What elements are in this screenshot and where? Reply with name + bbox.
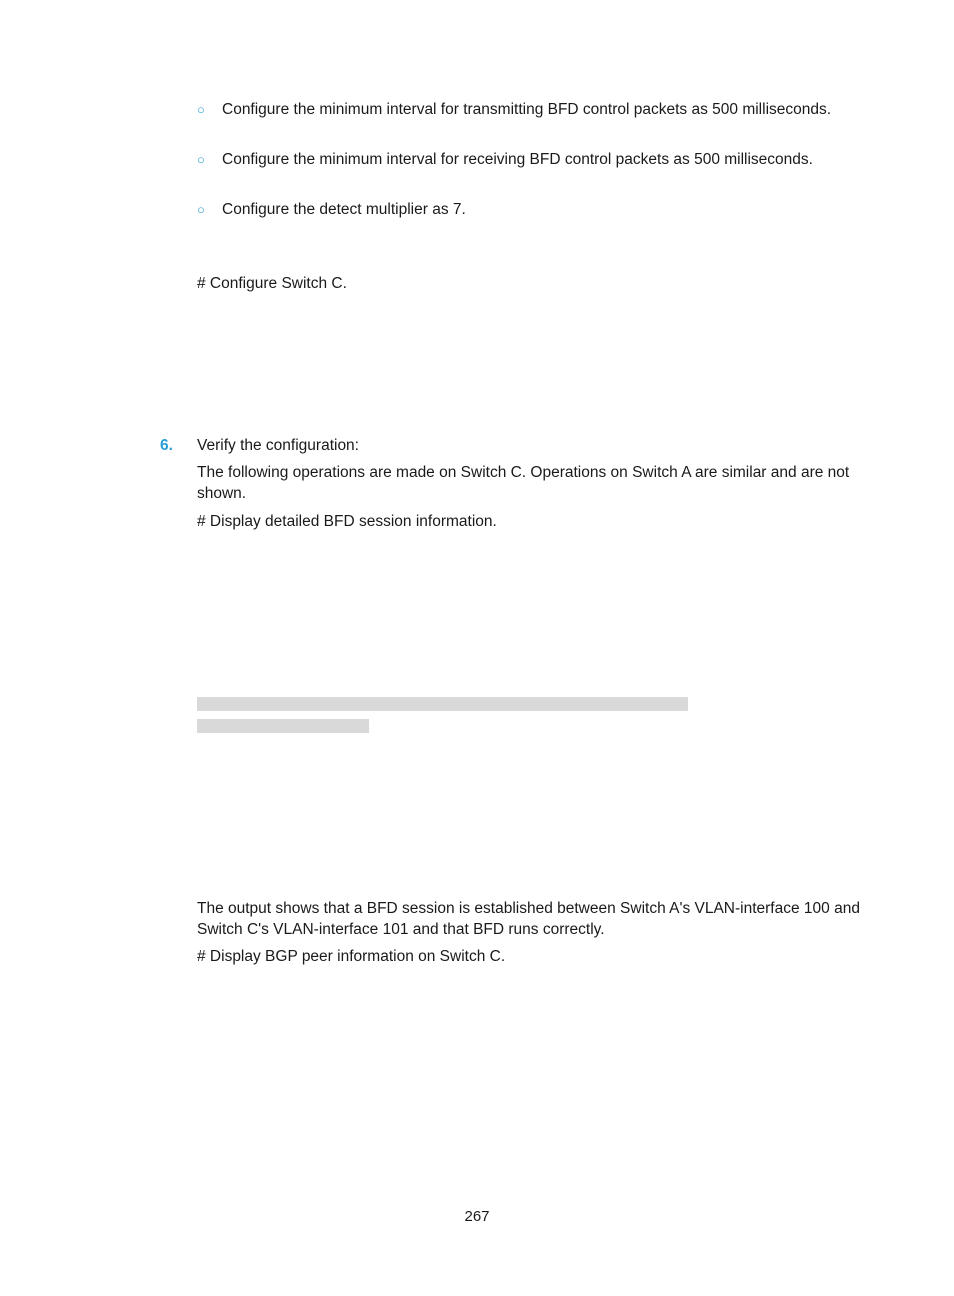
step-intro-paragraph: The following operations are made on Switch C. Operations on Switch A are similar and are not shown.	[197, 464, 850, 502]
code-highlight-line	[197, 697, 688, 711]
bullet-text-receive-interval: Configure the minimum interval for receiving BFD control packets as 500 milliseconds.	[222, 151, 813, 168]
bullet-marker-3: ○	[197, 202, 205, 217]
bullet-marker-2: ○	[197, 152, 205, 167]
bullet-marker-1: ○	[197, 102, 205, 117]
display-bgp-text: # Display BGP peer information on Switch C.	[197, 948, 506, 965]
display-bfd-text: # Display detailed BFD session information.	[197, 513, 497, 530]
configure-switch-c-text: # Configure Switch C.	[197, 275, 347, 292]
page-number: 267	[464, 1208, 490, 1225]
step-number: 6.	[160, 437, 173, 454]
step-title: Verify the configuration:	[197, 437, 359, 454]
output-explanation-paragraph: The output shows that a BFD session is established between Switch A's VLAN-interface 100 and Switch C's VLAN-interface 101 and that BFD runs correctly.	[197, 900, 860, 938]
code-highlight-line	[197, 719, 369, 733]
bullet-text-detect-multiplier: Configure the detect multiplier as 7.	[222, 201, 466, 218]
bullet-text-transmit-interval: Configure the minimum interval for transmitting BFD control packets as 500 milliseconds.	[222, 101, 832, 118]
